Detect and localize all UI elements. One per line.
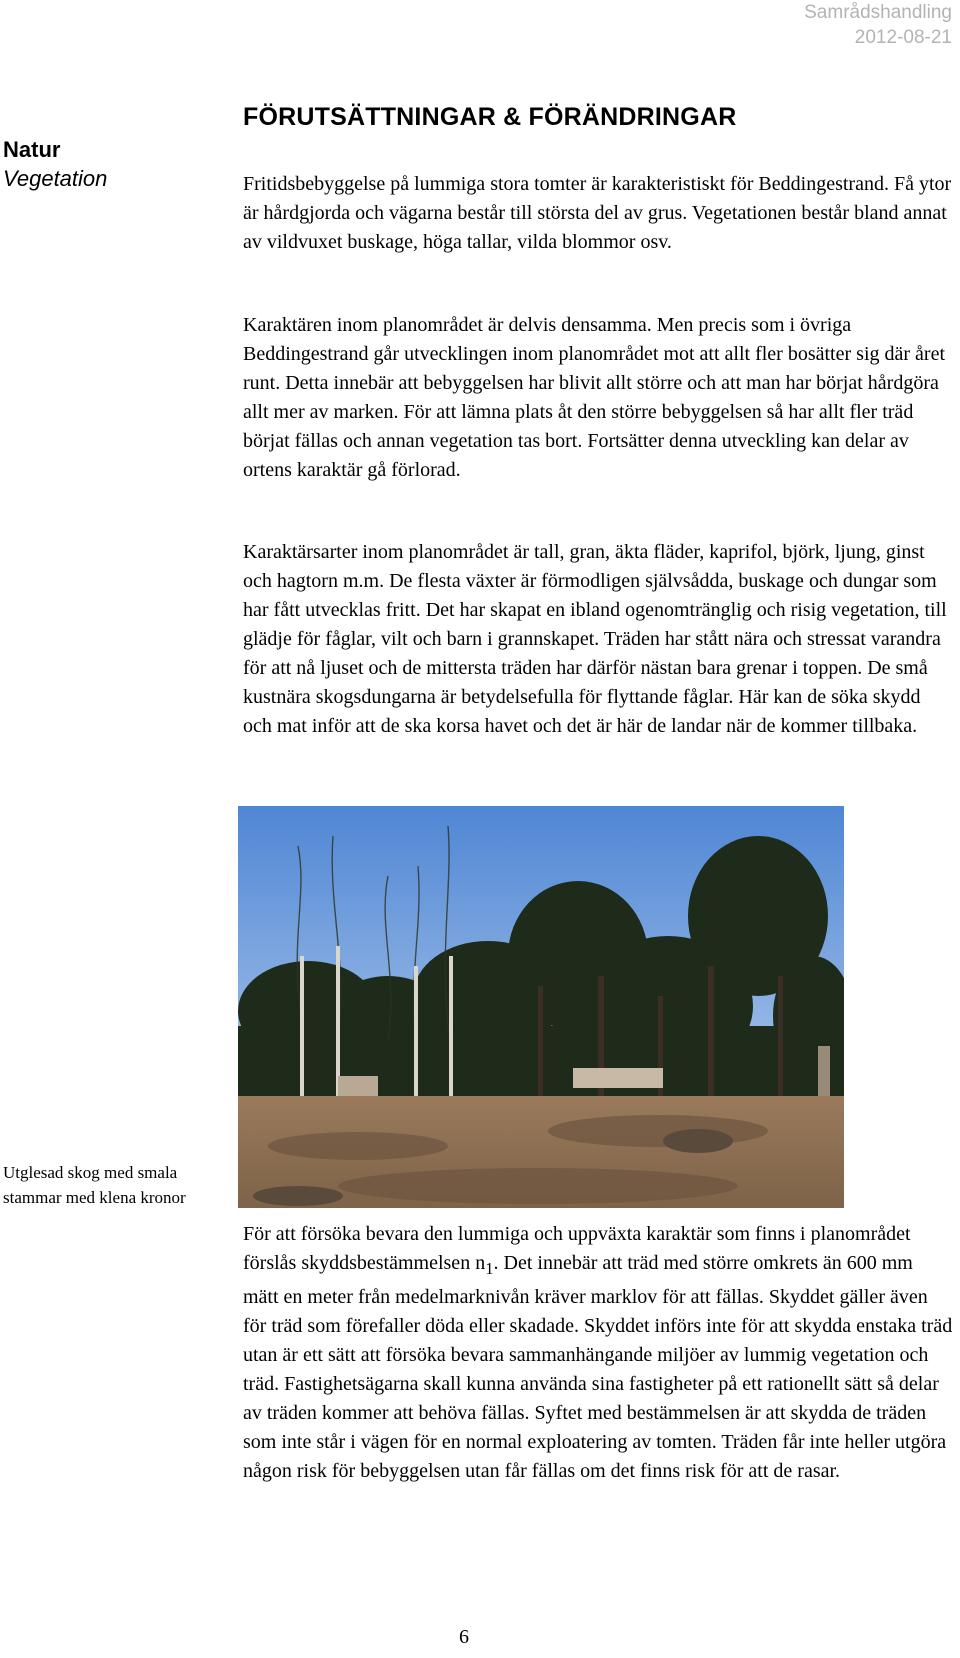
- sidebar-label: [3, 135, 107, 193]
- section-title: Natur: [3, 137, 61, 162]
- photo-caption: Utglesad skog med smala stammar med klena kronor: [3, 1163, 186, 1207]
- subsection-title: Vegetation: [3, 166, 108, 191]
- page-heading: FÖRUTSÄTTNINGAR & FÖRÄNDRINGAR: [243, 103, 737, 131]
- page-header: [804, 0, 952, 50]
- forest-illustration: [238, 806, 844, 1208]
- paragraph-character: Karaktären inom planområdet är delvis densamma. Men precis som i övriga Beddingestrand går utvecklingen inom planområdet mot att allt fler bosätter sig där året runt. Detta innebär att bebyggelsen har blivit allt större och att man har börjat hårdgöra allt mer av marken. För att lämna plats åt den större bebyggelsen så har allt fler träd börjat fällas och annan vegetation tas bort. Fortsätter denna utveckling kan delar av ortens karaktär gå förlorad.: [243, 314, 946, 481]
- document-type: Samrådshandling: [804, 2, 952, 23]
- paragraph-species: Karaktärsarter inom planområdet är tall, gran, äkta fläder, kaprifol, björk, ljung, ginst och hagtorn m.m. De flesta växter är förmodligen självsådda, buskage och dungar som har fått utvecklas fritt. Det har skapat en ibland ogenomtränglig och risig vegetation, till glädje för fåglar, vilt och barn i grannskapet. Träden har stått nära och stressat varandra för att nå ljuset och de mittersta träden har därför nästan bara grenar i toppen. De små kustnära skogsdungarna är betydelsefulla för flyttande fåglar. Här kan de söka skydd och mat inför att de ska korsa havet och det är här de landar när de kommer tillbaka.: [243, 541, 947, 737]
- protection-text-start: För att försöka bevara den lummiga och uppväxta karaktär som finns i planområdet förslås skyddsbestämmelsen n: [243, 1223, 911, 1274]
- page-number: 6: [459, 1626, 469, 1648]
- forest-photo: [238, 806, 844, 1208]
- protection-subscript: 1: [485, 1259, 494, 1278]
- paragraph-intro: Fritidsbebyggelse på lummiga stora tomter är karakteristiskt för Beddingestrand. Få ytor är hårdgjorda och vägarna består till största del av grus. Vegetationen består bland annat av vildvuxet buskage, höga tallar, vilda blommor osv.: [243, 173, 952, 253]
- protection-text-end: . Det innebär att träd med större omkrets än 600 mm mätt en meter från medelmarknivån kräver marklov för att fällas. Skyddet gäller även för träd som förefaller döda eller skadade. Skyddet införs inte för att skydda enstaka träd utan är ett sätt att försöka bevara sammanhängande miljöer av lummig vegetation och träd. Fastighetsägarna skall kunna använda sina fastigheter på ett rationellt sätt så delar av träden kommer att behöva fällas. Syftet med bestämmelsen är att skydda de träden som inte står i vägen för en normal exploatering av tomten. Träden får inte heller utgöra någon risk för bebyggelsen utan får fällas om det finns risk för att de rasar.: [243, 1252, 953, 1482]
- paragraph-protection: [243, 1220, 953, 1486]
- document-date: 2012-08-21: [854, 27, 952, 48]
